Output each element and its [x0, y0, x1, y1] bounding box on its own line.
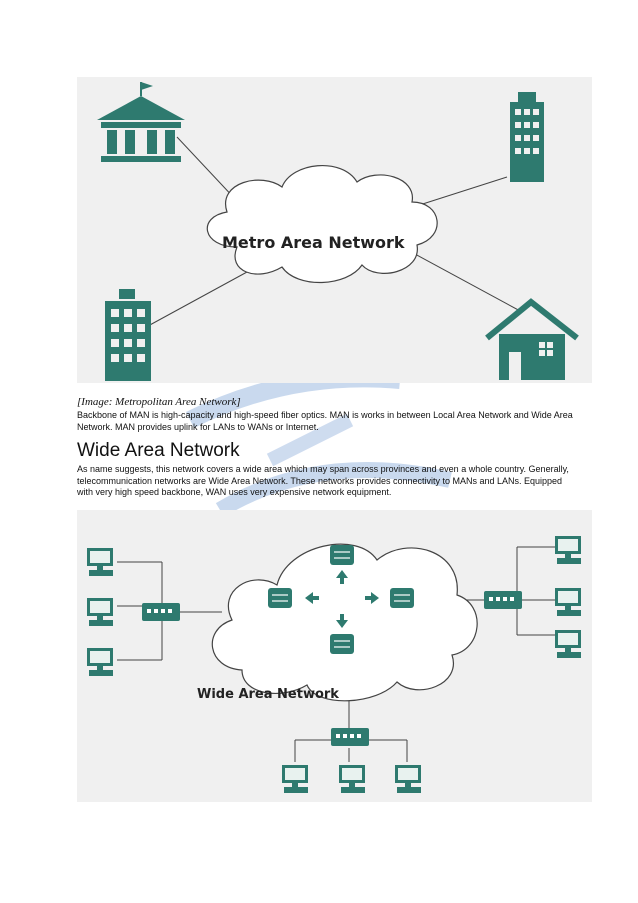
- house-icon: [487, 302, 577, 380]
- computer-icon: [555, 588, 581, 616]
- man-description: Backbone of MAN is high-capacity and high-speed fiber optics. MAN is works in between Local Area Network and Wide Area Network. MAN provides uplink for LANs to WANs or Internet.: [77, 410, 573, 432]
- router-icon: [330, 545, 354, 565]
- office-building-icon: [105, 289, 151, 381]
- computer-icon: [555, 536, 581, 564]
- router-icon: [268, 588, 292, 608]
- man-cloud-label: Metro Area Network: [222, 233, 405, 252]
- wan-diagram: [77, 510, 592, 802]
- router-icon: [330, 634, 354, 654]
- figure-caption: [Image: Metropolitan Area Network]: [77, 396, 241, 408]
- man-cloud: [207, 166, 437, 283]
- section-heading: Wide Area Network: [77, 440, 240, 461]
- switch-icon: [142, 603, 180, 621]
- computer-icon: [87, 548, 113, 576]
- switch-icon: [331, 728, 369, 746]
- computer-icon: [555, 630, 581, 658]
- wan-description: As name suggests, this network covers a wide area which may span across provinces and even a whole country. Generally, telecommunication networks are Wide Area Network. These networks provides connectivity to MANs and LANs. Equipped with very high speed backbone, WAN uses very expensive network equipment.: [77, 464, 569, 497]
- wan-cloud-label: Wide Area Network: [197, 687, 339, 702]
- router-icon: [390, 588, 414, 608]
- computer-icon: [282, 765, 308, 793]
- computer-icon: [87, 648, 113, 676]
- man-diagram: [77, 77, 592, 383]
- computer-icon: [339, 765, 365, 793]
- computer-icon: [395, 765, 421, 793]
- bank-icon: [97, 82, 185, 162]
- office-building-icon: [510, 92, 544, 182]
- switch-icon: [484, 591, 522, 609]
- computer-icon: [87, 598, 113, 626]
